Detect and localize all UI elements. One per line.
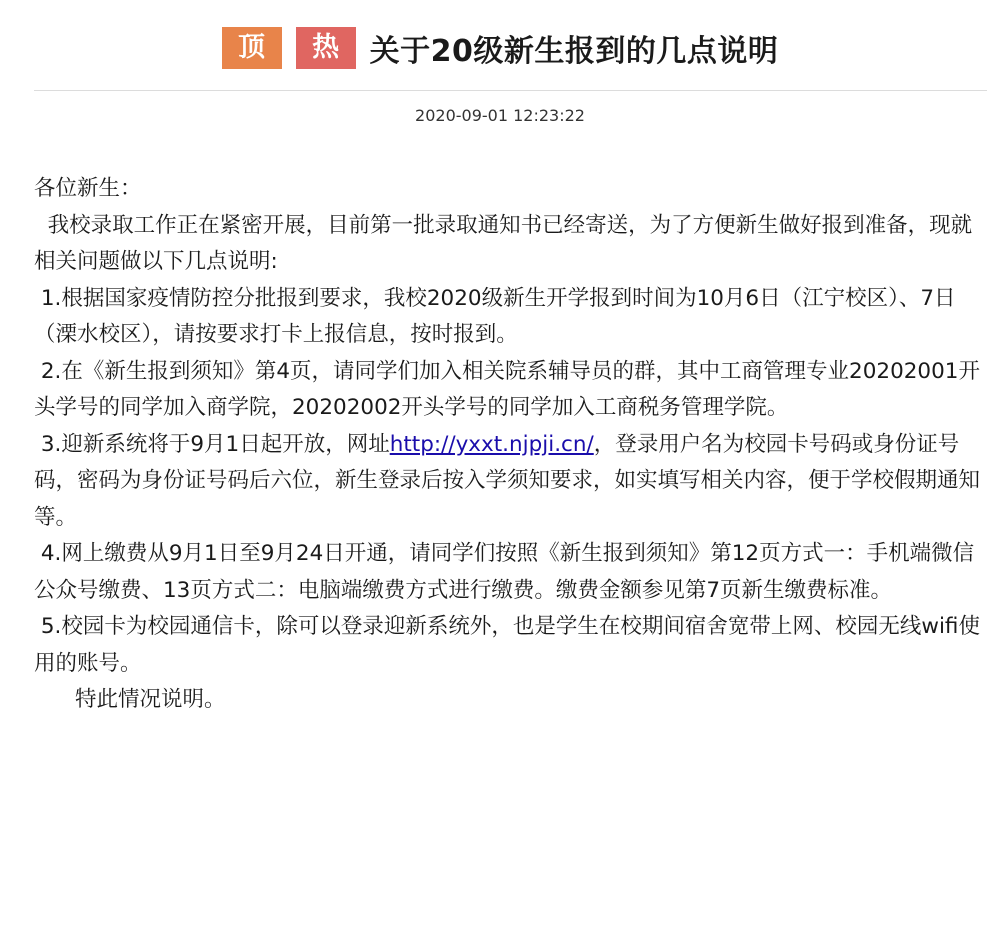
article-body <box>34 171 992 719</box>
item-3-suffix: ，登录用户名为校园卡号码或身份证号码，密码为身份证号码后六位，新生登录后按入学须知要求，如实填写相关内容，便于学校假期通知等。 <box>34 431 981 530</box>
item-3-prefix: 3.迎新系统将于9月1日起开放，网址 <box>34 431 390 457</box>
item-4: 4.网上缴费从9月1日至9月24日开通，请同学们按照《新生报到须知》第12页方式一：手机端微信公众号缴费、13页方式二：电脑端缴费方式进行缴费。缴费金额参见第7页新生缴费标准。 <box>34 541 975 603</box>
registration-system-link[interactable]: http://yxxt.njpji.cn/ <box>389 431 594 457</box>
article-header <box>0 24 1000 72</box>
closing-line: 特此情况说明。 <box>34 687 226 712</box>
publish-date: 2020-09-01 12:23:22 <box>415 106 585 125</box>
greeting: 各位新生： <box>34 176 142 201</box>
item-2: 2.在《新生报到须知》第4页，请同学们加入相关院系辅导员的群，其中工商管理专业20202001开头学号的同学加入商学院，20202002开头学号的同学加入工商税务管理学院。 <box>34 358 980 420</box>
item-1: 1.根据国家疫情防控分批报到要求，我校2020级新生开学报到时间为10月6日（江宁校区）、7日（溧水校区），请按要求打卡上报信息，按时报到。 <box>34 285 956 347</box>
pinned-badge: 顶 <box>222 27 282 69</box>
title-divider <box>34 90 987 91</box>
intro-paragraph: 我校录取工作正在紧密开展，目前第一批录取通知书已经寄送，为了方便新生做好报到准备，现就相关问题做以下几点说明: <box>34 212 973 274</box>
item-5: 5.校园卡为校园通信卡，除可以登录迎新系统外，也是学生在校期间宿舍宽带上网、校园无线wifi使用的账号。 <box>34 614 980 676</box>
article-title: 关于20级新生报到的几点说明 <box>369 34 779 69</box>
hot-badge: 热 <box>296 27 356 69</box>
item-3 <box>34 427 992 537</box>
